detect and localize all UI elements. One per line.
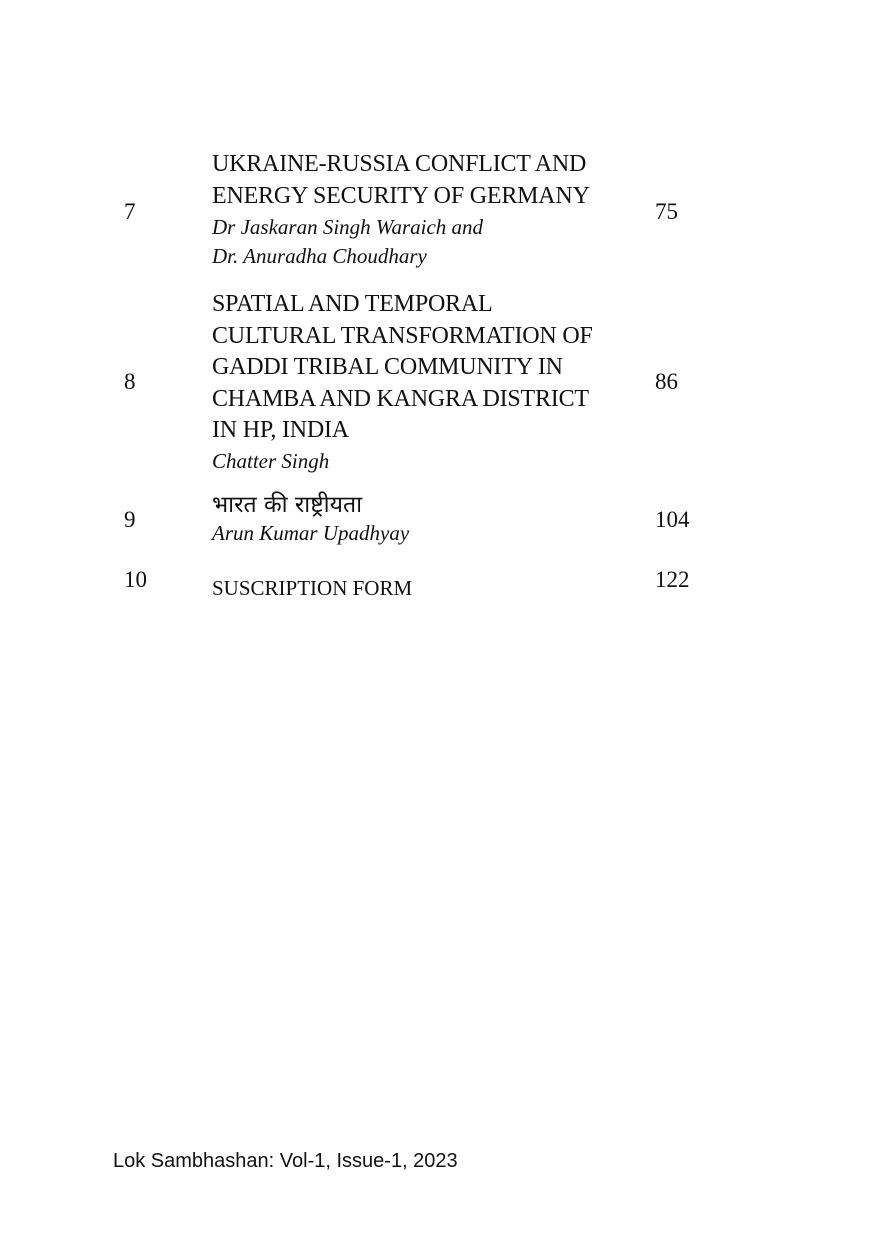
entry-page-number: 122 [655,567,690,592]
entry-number: 10 [124,567,147,592]
entry-title-line: ENERGY SECURITY OF GERMANY [212,182,590,209]
entry-title-line: भारत की राष्ट्रीयता [212,492,363,518]
entry-title-line: GADDI TRIBAL COMMUNITY IN [212,354,563,380]
entry-author-line: Dr. Anuradha Choudhary [212,244,427,268]
entry-content [212,490,632,546]
entry-title-line: IN HP, INDIA [212,417,349,443]
entry-number: 8 [124,369,136,394]
entry-number: 9 [124,507,136,532]
entry-page-number: 86 [655,369,678,394]
entry-title-line: CHAMBA AND KANGRA DISTRICT [212,385,589,412]
entry-title-line: CULTURAL TRANSFORMATION OF [212,322,593,349]
entry-content [212,149,632,271]
entry-title-line: SUSCRIPTION FORM [212,576,413,600]
page-footer: Lok Sambhashan: Vol-1, Issue-1, 2023 [113,1150,458,1172]
entry-title-line: UKRAINE-RUSSIA CONFLICT AND [212,151,587,177]
entry-title-line: SPATIAL AND TEMPORAL [212,291,493,317]
entry-author-line: Chatter Singh [212,448,330,473]
entry-page-number: 75 [655,199,678,224]
entry-author-line: Dr Jaskaran Singh Waraich and [212,215,484,239]
entry-author-line: Arun Kumar Upadhyay [212,521,410,545]
entry-number: 7 [124,199,136,224]
entry-page-number: 104 [655,507,690,532]
entry-content [212,289,632,476]
entry-content [212,574,632,602]
